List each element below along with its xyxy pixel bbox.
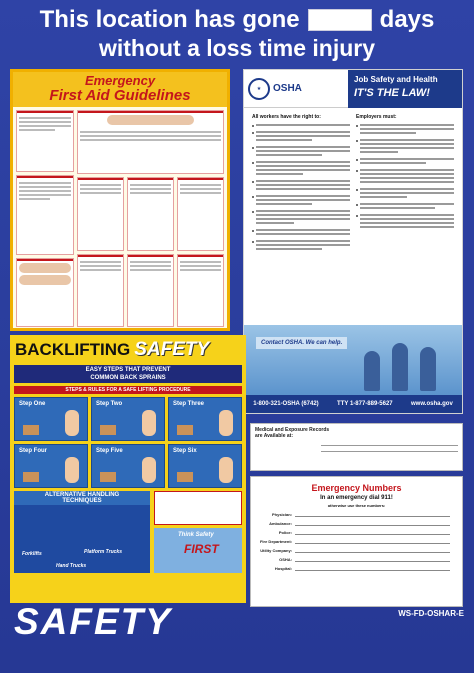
field-label: Utility Company: [260, 548, 292, 553]
lifting-steps-heading: STEPS & RULES FOR A SAFE LIFTING PROCEDURE [14, 386, 242, 394]
section-header-bar [17, 259, 73, 261]
victim-illustration [19, 275, 71, 285]
osha-website: www.osha.gov [411, 401, 453, 407]
medical-records-panel [250, 423, 463, 471]
osha-logo [244, 70, 348, 108]
list-item [252, 130, 350, 143]
list-item [252, 228, 350, 237]
osha-workers-illustration [244, 325, 462, 413]
alternative-handling-heading-line-2: TECHNIQUES [62, 498, 102, 504]
alternative-handling-heading-line-1: ALTERNATIVE HANDLING [44, 492, 120, 498]
osha-seal-icon: ★ [248, 78, 270, 100]
field-label: Ambulance: [269, 521, 292, 526]
days-count-box[interactable] [308, 9, 372, 31]
list-item [356, 168, 454, 185]
workers-rights-column [252, 114, 350, 320]
backlifting-subtitle [14, 365, 242, 383]
backlifting-title [10, 335, 246, 365]
step-label: Step Six [173, 448, 197, 454]
emergency-dial-911: In an emergency dial 911! [320, 495, 393, 501]
first-aid-section [127, 254, 174, 328]
worker-figure [364, 351, 380, 391]
emergency-field-ambulance[interactable] [259, 521, 450, 526]
first-aid-section [77, 110, 224, 174]
emergency-numbers-panel [250, 476, 463, 607]
employers-duties-column [356, 114, 454, 320]
box-icon [23, 472, 39, 482]
emergency-field-osha[interactable] [259, 557, 450, 562]
lifting-step-card [91, 397, 165, 441]
hand-truck-label: Hand Trucks [56, 563, 87, 569]
first-aid-content [13, 107, 227, 330]
backlifting-right-column [154, 491, 242, 573]
step-label: Step Two [96, 401, 123, 407]
list-item [252, 194, 350, 207]
backlifting-subtitle-line-2: COMMON BACK SPRAINS [90, 375, 166, 381]
records-location-field[interactable] [321, 445, 458, 446]
lifter-figure [142, 457, 156, 483]
headline-text-after: days [379, 6, 435, 33]
backlifting-title-word-2: SAFETY [134, 339, 210, 360]
lifter-figure [65, 410, 79, 436]
headline [0, 6, 474, 62]
headline-line-1 [0, 6, 474, 34]
backlifting-subtitle-line-1: EASY STEPS THAT PREVENT [85, 367, 171, 373]
field-label: Physician: [271, 512, 292, 517]
alternative-handling-section [14, 491, 150, 573]
list-item [252, 239, 350, 252]
emergency-field-police[interactable] [259, 530, 450, 535]
alternative-handling-heading [14, 491, 150, 505]
list-item [356, 157, 454, 166]
medical-records-title [251, 424, 462, 440]
first-aid-section [16, 110, 74, 172]
osha-banner [348, 70, 462, 108]
list-item [252, 160, 350, 177]
list-item [356, 187, 454, 200]
osha-banner-slogan: IT'S THE LAW! [354, 87, 430, 99]
emergency-field-fire-department[interactable] [259, 539, 450, 544]
lifting-step-card [14, 397, 88, 441]
osha-header [244, 70, 462, 108]
headline-line-2: without a loss time injury [98, 35, 376, 61]
general-controls-heading [155, 492, 241, 496]
list-item [252, 145, 350, 158]
step-label: Step Three [173, 401, 205, 407]
list-item [252, 123, 350, 128]
lifting-steps-grid [14, 397, 242, 488]
first-aid-title-line-2: First Aid Guidelines [49, 87, 191, 104]
box-icon [100, 425, 116, 435]
box-icon [100, 472, 116, 482]
lifter-figure [142, 410, 156, 436]
osha-logo-word: OSHA [273, 82, 302, 94]
emergency-numbers-title: Emergency Numbers [311, 483, 402, 493]
osha-phone: 1-800-321-OSHA (6742) [253, 401, 319, 407]
emergency-field-utility-company[interactable] [259, 548, 450, 553]
backlifting-panel [10, 335, 246, 603]
list-item [356, 123, 454, 136]
step-label: Step Four [19, 448, 47, 454]
emergency-field-hospital[interactable] [259, 566, 450, 571]
backlifting-title-word-1: BACKLIFTING [15, 340, 131, 359]
think-safety-first: FIRST [184, 542, 219, 556]
list-item [356, 202, 454, 211]
lifting-step-card [14, 444, 88, 488]
worker-figure [420, 347, 436, 391]
list-item [252, 179, 350, 192]
cpr-illustration [107, 115, 194, 125]
first-aid-title [13, 72, 227, 107]
field-label: OSHA: [279, 557, 292, 562]
first-aid-section [177, 254, 224, 328]
emergency-otherwise: otherwise use these numbers: [327, 503, 386, 508]
lifting-step-card [91, 444, 165, 488]
box-icon [177, 472, 193, 482]
headline-text-before: This location has gone [39, 6, 300, 33]
box-icon [177, 425, 193, 435]
first-aid-section [77, 254, 124, 328]
first-aid-section [16, 258, 74, 327]
osha-contact-bar [244, 395, 462, 413]
osha-rights-columns [244, 108, 462, 326]
employers-duties-heading: Employers must: [356, 114, 397, 120]
lifter-figure [65, 457, 79, 483]
medical-records-title-line-1: Medical and Exposure Records [255, 427, 330, 433]
step-label: Step One [19, 401, 46, 407]
osha-banner-title: Job Safety and Health [354, 75, 438, 84]
list-item [356, 213, 454, 230]
forklift-label: Forklifts [22, 551, 42, 557]
osha-panel [243, 69, 463, 414]
victim-illustration [19, 263, 71, 273]
osha-contact-callout: Contact OSHA. We can help. [256, 337, 347, 349]
lifter-figure [219, 410, 233, 436]
first-aid-section [127, 177, 174, 251]
first-aid-section [177, 177, 224, 251]
first-aid-right-column [77, 110, 224, 327]
osha-tty: TTY 1-877-889-5627 [337, 401, 393, 407]
lifting-step-card [168, 444, 242, 488]
section-header-bar [78, 111, 223, 113]
list-item [252, 209, 350, 226]
platform-truck-label: Platform Trucks [84, 549, 122, 555]
first-aid-left-column [16, 110, 74, 327]
emergency-field-physician[interactable] [259, 512, 450, 517]
medical-records-title-line-2: are Available at: [255, 433, 293, 439]
product-code: WS-FD-OSHAR-E [398, 609, 464, 618]
backlifting-lower [14, 491, 242, 573]
general-controls-box [154, 491, 242, 525]
box-icon [23, 425, 39, 435]
think-safety-box [154, 528, 242, 573]
first-aid-section [16, 175, 74, 255]
list-item [356, 138, 454, 155]
worker-figure [392, 343, 408, 391]
lifter-figure [219, 457, 233, 483]
records-location-field[interactable] [321, 451, 458, 452]
safety-footer-title: SAFETY [14, 601, 172, 642]
first-aid-title-line-1: Emergency [84, 73, 156, 88]
first-aid-grid [77, 177, 224, 327]
field-label: Fire Department: [259, 539, 292, 544]
first-aid-section [77, 177, 124, 251]
think-safety-text: Think Safety [178, 532, 214, 538]
first-aid-panel [10, 69, 230, 331]
step-label: Step Five [96, 448, 123, 454]
field-label: Hospital: [274, 566, 292, 571]
field-label: Police: [278, 530, 292, 535]
workers-rights-heading: All workers have the right to: [252, 114, 321, 120]
lifting-step-card [168, 397, 242, 441]
